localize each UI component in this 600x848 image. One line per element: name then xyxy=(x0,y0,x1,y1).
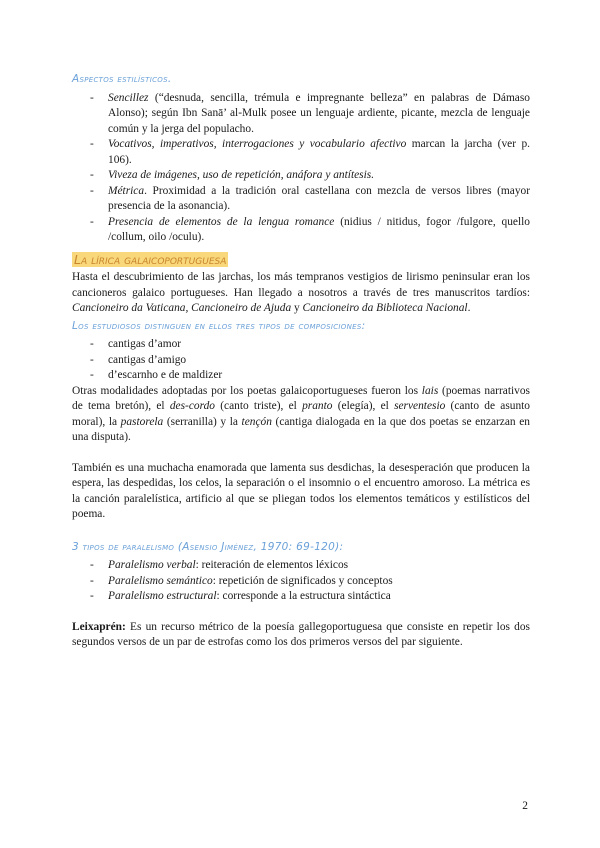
term: pranto xyxy=(302,400,333,412)
list-item xyxy=(72,184,530,215)
manuscript: Cancioneiro da Biblioteca Nacional xyxy=(302,302,468,314)
item-lead: Paralelismo estructural xyxy=(108,590,217,602)
item-lead: Presencia de elementos de la lengua romance xyxy=(108,215,335,228)
item-lead: Sencillez xyxy=(108,91,149,104)
text: (elegía), el xyxy=(332,400,395,412)
item-text: (nidius / nitidus, fogor /fulgore, quello /collum, oilo /oculu). xyxy=(108,215,530,243)
list-item xyxy=(72,589,530,605)
item-text: : reiteración de elementos léxicos xyxy=(195,559,349,571)
term: lais xyxy=(421,384,439,397)
list-item xyxy=(72,137,530,168)
item-text: : repetición de significados y conceptos xyxy=(212,574,393,587)
list-item xyxy=(72,168,530,184)
manuscripts: Cancioneiro da Vaticana, Cancioneiro de Ajuda xyxy=(72,302,292,314)
paralelismo-list xyxy=(72,558,530,605)
list-item: - cantigas d’amigo xyxy=(72,353,530,369)
item-lead: Paralelismo verbal xyxy=(108,559,196,571)
term: des-cordo xyxy=(169,400,215,412)
list-item xyxy=(72,215,530,246)
aspectos-list xyxy=(72,91,530,246)
item-text: (“desnuda, sencilla, trémula e impregnante belleza” en palabras de Dámaso Alonso); según Ibn Sanā’ al-Mulk posee un lenguaje ardiente, picante, mezcla de lenguaje común y la jerga del populacho. xyxy=(108,91,530,135)
text: (serranilla) y la xyxy=(163,415,242,428)
text: (canto triste), el xyxy=(214,400,303,412)
list-item xyxy=(72,558,530,574)
document-page xyxy=(72,70,530,651)
section-heading-paralelismo: 3 tipos de paralelismo (Asensio Jiménez, 1970: 69-120): xyxy=(72,540,344,553)
conjunction: y xyxy=(291,302,303,314)
intro-text: Hasta el descubrimiento de las jarchas, los más tempranos vestigios de lirismo peninsular eran los cancioneros galaico portugueses. Han llegado a nosotros a través de tres manuscritos tardíos: xyxy=(72,271,530,299)
list-item: - cantigas d’amor xyxy=(72,337,530,353)
text: (canto de asunto moral), la xyxy=(72,400,531,428)
modalidades-paragraph xyxy=(72,384,530,446)
text: (poemas narrativos de tema bretón), el xyxy=(72,384,530,412)
period: . xyxy=(467,302,471,314)
page-number: 2 xyxy=(522,800,528,812)
term: tençón xyxy=(241,415,272,428)
term: pastorela xyxy=(120,415,164,428)
term: serventesio xyxy=(394,400,446,412)
item-lead: Métrica xyxy=(108,184,145,197)
item-text: . Proximidad a la tradición oral castellana con mezcla de versos libres (mayor presencia de la asonancia). xyxy=(108,184,530,212)
muchacha-paragraph: También es una muchacha enamorada que lamenta sus desdichas, la desesperación que producen la espera, las despedidas, los celos, la separación o el insomnio o el encuentro amoroso. La métrica es la canción paralelística, artificio al que se pliegan todos los elementos temáticos y estilísticos del poema. xyxy=(72,461,530,520)
item-lead: Paralelismo semántico xyxy=(108,574,213,587)
item-text: marcan la jarcha (ver p. 106). xyxy=(108,138,530,166)
text: Otras modalidades adoptadas por los poetas galaicoportugueses fueron los xyxy=(72,384,422,397)
types-list xyxy=(72,337,530,384)
section-heading-aspectos: Aspectos estilísticos. xyxy=(72,73,172,85)
definition: Es un recurso métrico de la poesía gallegoportuguesa que consiste en repetir los dos segundos versos de un par de estrofas como los dos primeros versos del par siguiente. xyxy=(72,620,530,648)
types-heading: Los estudiosos distinguen en ellos tres tipos de composiciones: xyxy=(72,319,366,332)
list-item xyxy=(72,91,530,138)
list-item xyxy=(72,574,530,590)
leixapren-paragraph xyxy=(72,620,530,651)
list-item: - d’escarnho e de maldizer xyxy=(72,368,530,384)
lirica-intro-paragraph xyxy=(72,270,530,317)
term: Leixaprén: xyxy=(72,620,126,633)
item-lead: Vocativos, imperativos, interrogaciones y vocabulario afectivo xyxy=(108,138,407,150)
section-heading-lirica: La lírica galaicoportuguesa xyxy=(74,251,227,267)
item-text: : corresponde a la estructura sintáctica xyxy=(216,590,391,602)
text: (cantiga dialogada en la que dos poetas se enzarzan en una disputa). xyxy=(72,415,530,443)
item-lead: Viveza de imágenes, uso de repetición, anáfora y antítesis. xyxy=(108,169,375,181)
